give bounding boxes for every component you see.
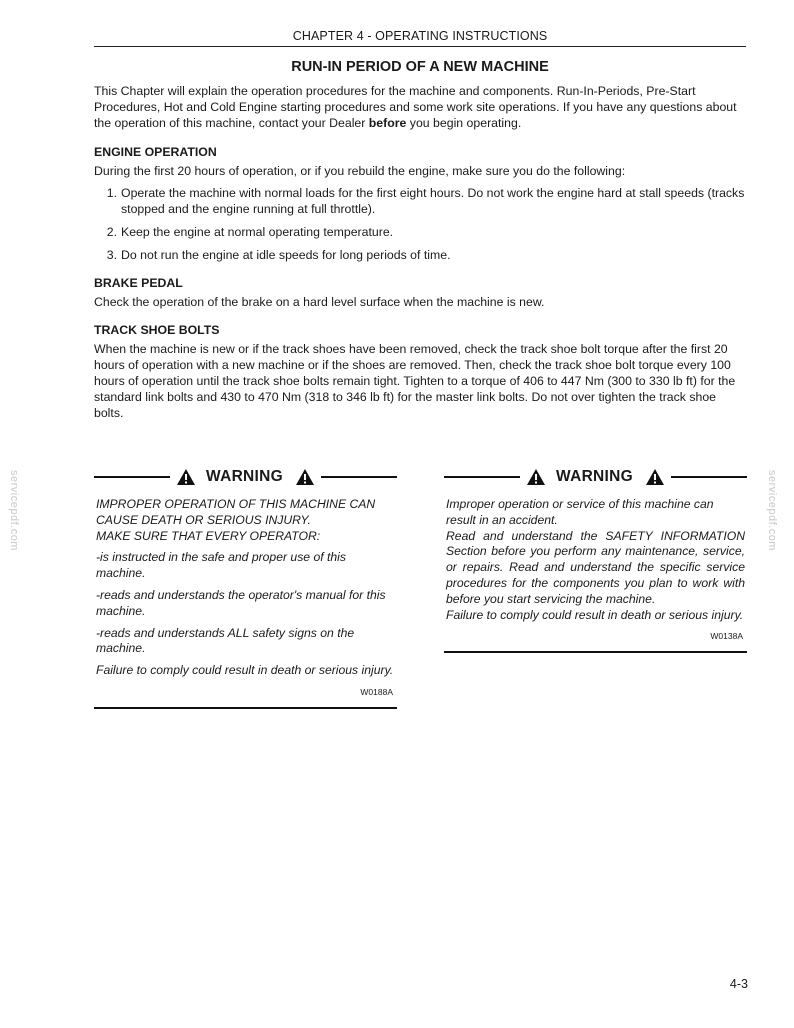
warning-box-service [444,466,747,653]
warning-bottom-rule [444,651,747,653]
warning-consequence: Failure to comply could result in death or serious injury. [446,607,744,622]
warning-statement: IMPROPER OPERATION OF THIS MACHINE CAN CAUSE DEATH OR SERIOUS INJURY. [96,497,376,527]
warning-label: WARNING [206,468,284,485]
warning-code: W0138A [710,631,743,642]
warning-instruction: Read and understand the SAFETY INFORMATION Section before you perform any maintenance, service, or repairs. Read and understand the specific service procedures for the components you plan to work with before you start servicing the machine. [446,528,745,606]
warning-code: W0188A [360,686,393,697]
intro-text: This Chapter will explain the operation procedures for the machine and components. Run-In-Periods, Pre-Start Procedures, Hot and Cold Engine starting procedures and some work site operations. If you have any questions about the operation of this machine, contact your Dealer [94,84,737,130]
warning-body [444,497,747,645]
warning-rule-left [444,476,520,478]
warning-list-item: -reads and understands the operator's manual for this machine. [96,587,386,618]
intro-bold-word: before [368,116,407,130]
warning-header [94,466,397,488]
warning-body [94,497,397,701]
step-text: Keep the engine at normal operating temperature. [121,225,394,239]
warning-statement: Improper operation or service of this machine can result in an accident. [446,497,714,527]
page-number: 4-3 [729,977,748,991]
step-number: 1. [106,186,117,200]
chapter-header: CHAPTER 4 - OPERATING INSTRUCTIONS [292,29,548,43]
warning-rule-right [671,476,747,478]
header-divider [94,46,746,47]
list-item [94,247,747,263]
warning-rule-right [321,476,397,478]
warning-list-item: -is instructed in the safe and proper use of this machine. [96,550,346,581]
step-number: 3. [106,248,117,262]
step-number: 2. [106,225,117,239]
watermark-left: servicepdf.com [8,470,20,551]
track-shoe-bolts-text: When the machine is new or if the track shoes have been removed, check the track shoe bolt torque after the first 20 hours of operation with a new machine or if the shoes are removed. Then, check the track shoe bolt torque every 100 hours of operation until the track shoe bolts remain tight. Tighten to a torque of 406 to 447 Nm (300 to 330 lb ft) for the standard link bolts and 430 to 470 Nm (318 to 346 lb ft) for the master link bolts. Do not over tighten the track shoe bolts. [94,342,736,420]
brake-pedal-text: Check the operation of the brake on a hard level surface when the machine is new. [94,295,545,309]
warning-header [444,466,747,488]
list-item [94,185,747,217]
warning-instruction: MAKE SURE THAT EVERY OPERATOR: [96,528,321,543]
engine-operation-text: During the first 20 hours of operation, or if you rebuild the engine, make sure you do the following: [94,164,626,178]
warning-triangle-icon [645,468,665,486]
step-text: Do not run the engine at idle speeds for long periods of time. [121,248,451,262]
warning-triangle-icon [526,468,546,486]
track-shoe-bolts-heading: TRACK SHOE BOLTS [94,323,220,337]
warning-triangle-icon [295,468,315,486]
step-text: Operate the machine with normal loads for the first eight hours. Do not work the engine hard at stall speeds (tracks stopped and the engine running at full throttle). [121,186,745,216]
intro-paragraph [94,83,747,131]
page-title: RUN-IN PERIOD OF A NEW MACHINE [291,59,549,75]
intro-text-end: you begin operating. [406,116,522,130]
warning-box-operation [94,466,397,709]
warning-consequence: Failure to comply could result in death or serious injury. [96,663,394,678]
warning-triangle-icon [176,468,196,486]
main-content [94,83,747,421]
watermark-right: servicepdf.com [766,470,778,551]
brake-pedal-heading: BRAKE PEDAL [94,276,183,290]
engine-operation-heading: ENGINE OPERATION [94,145,217,159]
warning-label: WARNING [556,468,634,485]
list-item [94,224,747,240]
warning-rule-left [94,476,170,478]
warning-list-item: -reads and understands ALL safety signs on the machine. [96,625,355,656]
engine-steps-list [94,185,747,263]
warning-bottom-rule [94,707,397,709]
